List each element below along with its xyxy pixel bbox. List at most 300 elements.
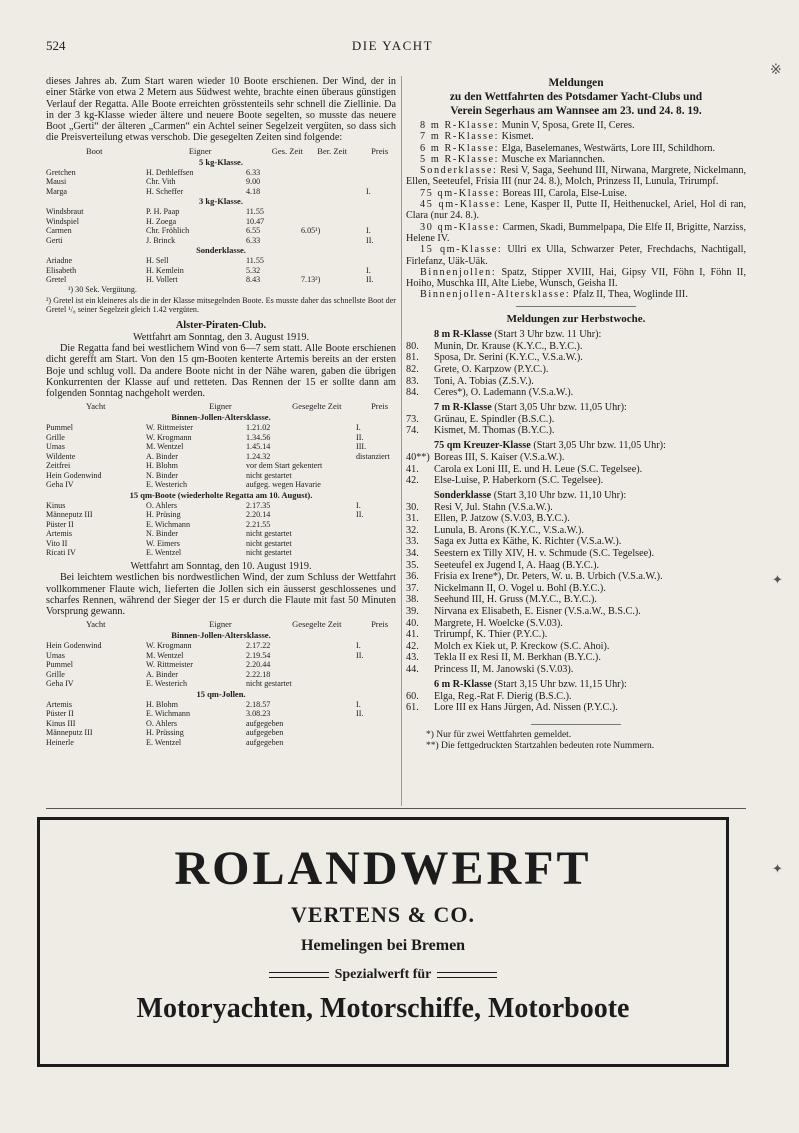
entry-class: 7 m R-Klasse: [420, 131, 500, 143]
table-cell: Püster II [46, 519, 74, 529]
table-cell [301, 177, 366, 187]
start-time: (Start 3,10 Uhr bzw. 11,10 Uhr): [493, 489, 627, 501]
table-row [46, 471, 396, 481]
list-item [406, 702, 746, 714]
table-cell: Gretchen [46, 167, 76, 177]
table-cell: 2.17.22 [246, 641, 271, 651]
entry-boats: Boreas III, Carola, Else-Luise. [502, 187, 627, 199]
table-row [46, 177, 396, 187]
journal-title: DIE YACHT [351, 38, 434, 53]
list-item [406, 629, 746, 641]
start-number: 42. [406, 475, 419, 487]
ad-specialty-text: Spezialwerft für [334, 967, 432, 982]
col-header: Preis [371, 145, 389, 156]
class-heading [406, 328, 746, 341]
col-header: Preis [371, 619, 389, 630]
table-cell: 7.13²) [301, 275, 321, 285]
table-cell: II. [366, 275, 374, 285]
table-cell: 8.43 [246, 275, 261, 285]
table-cell: 2.18.57 [246, 699, 271, 709]
table-row [46, 207, 396, 217]
table-cell: 2.19.54 [246, 650, 271, 660]
table-cell: I. [366, 186, 371, 196]
table-row [46, 501, 396, 511]
col-header: Ber. Zeit [317, 145, 348, 156]
boat-entry: Ellen, P. Jatzow (S.V.03, B.Y.C.). [434, 513, 570, 525]
table-cell: N. Binder [146, 529, 178, 539]
entry-class: Binnenjollen-Altersklasse: [420, 289, 571, 301]
table-cell: Ariadne [46, 256, 73, 266]
table-cell: II. [366, 235, 374, 245]
start-number: 60. [406, 690, 419, 702]
start-number: 34. [406, 548, 419, 560]
table-cell: H. Zoega [146, 216, 177, 226]
table-cell: I. [356, 699, 361, 709]
class-name: 7 m R-Klasse [434, 401, 492, 413]
col-header: Eigner [209, 619, 232, 630]
class-heading: Sonderklasse. [196, 245, 246, 256]
list-item [406, 387, 746, 399]
table-cell: Grille [46, 669, 65, 679]
start-number: 84. [406, 387, 419, 399]
start-number: 80. [406, 340, 419, 352]
table-cell: nicht gestartet [246, 538, 292, 548]
table-cell: H. Kemlein [146, 265, 184, 275]
entry-boats: Pfalz II, Thea, Woglinde III. [572, 289, 688, 301]
table-cell: A. Binder [146, 669, 178, 679]
table-cell: Ricati IV [46, 548, 76, 558]
results-table-1 [46, 146, 396, 315]
table-cell: E. Wichmann [146, 709, 191, 719]
table-cell: II. [356, 432, 364, 442]
table-cell: I. [366, 265, 371, 275]
table-cell: Carmen [46, 226, 72, 236]
table-row [46, 423, 396, 433]
table-cell [366, 207, 396, 217]
class-heading [406, 401, 746, 414]
class-heading: 5 kg-Klasse. [199, 156, 243, 167]
footnotes [406, 730, 746, 752]
table-cell [301, 217, 366, 227]
results-table-2 [46, 401, 396, 558]
table-cell [356, 738, 396, 748]
double-rule-icon [269, 972, 329, 978]
table-cell: N. Binder [146, 470, 178, 480]
table-cell [356, 480, 396, 490]
ad-location: Hemelingen bei Bremen [300, 937, 466, 954]
table-cell: Windsbraut [46, 207, 84, 217]
table-cell: A. Binder [146, 451, 178, 461]
table-cell: 2.17.35 [246, 500, 271, 510]
entry-item [406, 267, 746, 290]
col-header: Gesegelte Zeit [292, 619, 342, 630]
table-cell [356, 660, 396, 670]
col-header: Gesegelte Zeit [292, 401, 342, 412]
table-cell: 11.55 [246, 256, 264, 266]
margin-mark-icon: ※ [770, 62, 782, 78]
entry-item [406, 143, 746, 154]
table-cell: Windspiel [46, 216, 79, 226]
table-cell: H. Blohm [146, 461, 178, 471]
table-cell: P. H. Paap [146, 207, 180, 217]
list-item [406, 341, 746, 353]
class-heading [406, 489, 746, 502]
table-cell: O. Ahlers [146, 718, 178, 728]
entries-subtitle: Verein Segerhaus am Wannsee am 23. und 24. 8. 19. [450, 105, 702, 117]
table-cell: W. Krogmann [146, 432, 192, 442]
page-number: 524 [46, 38, 66, 53]
table-cell: aufgegeben [246, 728, 284, 738]
right-column [406, 76, 746, 752]
table-cell: aufgegeben [246, 718, 284, 728]
table-cell [301, 207, 366, 217]
start-number: 39. [406, 606, 419, 618]
table-row [46, 660, 396, 670]
table-cell: 3.08.23 [246, 709, 271, 719]
boat-entry: Lunula, B. Arons (K.Y.C., V.S.a.W.). [434, 524, 584, 536]
table-cell: Männeputz III [46, 728, 93, 738]
boat-entry: Trirumpf, K. Thier (P.Y.C.). [434, 629, 548, 641]
boat-entry: Seeteufel ex Jugend I, A. Haag (B.Y.C.). [434, 559, 600, 571]
table-cell [356, 539, 396, 549]
start-number: 73. [406, 413, 419, 425]
table-cell: 5.32 [246, 265, 261, 275]
table-cell [356, 520, 396, 530]
entries-subtitle: zu den Wettfahrten des Potsdamer Yacht-Clubs und [449, 91, 703, 103]
col-header: Ges. Zeit [271, 145, 303, 156]
boat-entry: Grete, O. Karpzow (P.Y.C.). [434, 363, 549, 375]
class-heading: 15 qm-Boote (wiederholte Regatta am 10. August). [129, 489, 313, 500]
col-header: Eigner [209, 401, 232, 412]
start-number: 37. [406, 582, 419, 594]
class-heading [406, 439, 746, 452]
table-cell [366, 177, 396, 187]
table-cell: II. [356, 709, 364, 719]
ad-specialty [40, 966, 726, 984]
table-row [46, 700, 396, 710]
table-cell [301, 256, 366, 266]
table-cell: nicht gestartet [246, 679, 292, 689]
list-item [406, 502, 746, 514]
entry-class: 8 m R-Klasse: [420, 120, 500, 131]
table-cell: Umas [46, 650, 65, 660]
start-time: (Start 3,15 Uhr bzw. 11,15 Uhr): [494, 678, 627, 690]
table-cell: H. Blohm [146, 699, 178, 709]
table-cell: Vito II [46, 538, 68, 548]
table-row [46, 709, 396, 719]
table-row [46, 226, 396, 236]
entry-class: 6 m R-Klasse: [420, 142, 500, 154]
table-cell: 2.21.55 [246, 519, 271, 529]
table-cell: H. Scheffer [146, 186, 184, 196]
race-title: Wettfahrt am Sonntag, den 10. August 1919. [130, 560, 312, 572]
boat-entry: Elga, Reg.-Rat F. Dierig (B.S.C.). [434, 690, 572, 702]
class-name: 8 m R-Klasse [434, 328, 492, 340]
start-number: 30. [406, 501, 419, 513]
start-number: 74. [406, 425, 419, 437]
list-item [406, 691, 746, 703]
boat-entry: Grünau, E. Spindler (B.S.C.). [434, 413, 555, 425]
start-time: (Start 3,05 Uhr bzw. 11,05 Uhr): [494, 401, 627, 413]
table-cell: Geha IV [46, 679, 74, 689]
boat-entry: Toni, A. Tobias (Z.S.V.). [434, 375, 534, 387]
entry-item [406, 131, 746, 142]
entry-class: 15 qm-Klasse: [420, 244, 503, 256]
class-name: 6 m R-Klasse [434, 678, 492, 690]
table-row [46, 275, 396, 285]
table-cell [366, 217, 396, 227]
list-item [406, 583, 746, 595]
table-row [46, 480, 396, 490]
table-cell: Elisabeth [46, 265, 77, 275]
list-item [406, 452, 746, 464]
entry-item [406, 188, 746, 199]
table-cell: W. Eimers [146, 538, 180, 548]
table-cell: 1.34.56 [246, 432, 271, 442]
list-item [406, 652, 746, 664]
list-item [406, 525, 746, 537]
table-cell: I. [356, 641, 361, 651]
entry-boats: Ullri ex Ulla, Schwarzer Peter, Frechdachs, Nachtigall, Firlefanz, Uäk-Uäk. [406, 244, 747, 267]
table-row [46, 719, 396, 729]
col-header: Preis [371, 401, 389, 412]
table-cell [356, 728, 396, 738]
entry-class: Sonderklasse: [420, 165, 498, 177]
table-cell: 1.21.02 [246, 423, 271, 433]
table-cell: I. [356, 500, 361, 510]
table-cell: 9.00 [246, 177, 261, 187]
table-row [46, 236, 396, 246]
entry-item [406, 154, 746, 165]
entry-class: 5 m R-Klasse: [420, 153, 500, 165]
table-cell: O. Ahlers [146, 500, 178, 510]
class-name: Sonderklasse [434, 489, 492, 501]
table-cell: distanziert [356, 451, 390, 461]
boat-entry: Tekla II ex Resi II, M. Berkhan (B.Y.C.). [434, 652, 601, 664]
table-cell: W. Krogmann [146, 641, 192, 651]
start-number: 43. [406, 652, 419, 664]
list-item [406, 352, 746, 364]
table-cell: Zeitfrei [46, 461, 71, 471]
class-heading [406, 678, 746, 691]
table-cell: E. Westerich [146, 679, 188, 689]
start-time: (Start 3 Uhr bzw. 11 Uhr): [494, 328, 602, 340]
start-number: 82. [406, 363, 419, 375]
table-row [46, 738, 396, 748]
table-cell [356, 529, 396, 539]
table-cell [356, 679, 396, 689]
table-cell: W. Rittmeister [146, 660, 193, 670]
table-cell: Artemis [46, 529, 73, 539]
table-cell: Gerti [46, 235, 63, 245]
table-cell: Chr. Fröhlich [146, 226, 190, 236]
boat-entry: Seehund III, H. Gruss (M.Y.C., B.Y.C.). [434, 594, 597, 606]
table-cell: Kinus [46, 500, 66, 510]
entry-boats: Elga, Baselemanes, Westwärts, Lore III, Schildhorn. [501, 142, 716, 154]
class-name: 75 qm Kreuzer-Klasse [434, 439, 531, 451]
table-row [46, 256, 396, 266]
list-item [406, 606, 746, 618]
class-heading: Binnen-Jollen-Altersklasse. [171, 412, 271, 423]
table-row [46, 539, 396, 549]
table-cell: nicht gestartet [246, 470, 292, 480]
table-cell: J. Brinck [146, 235, 176, 245]
page-header [46, 38, 739, 54]
boat-entry: Munin, Dr. Krause (K.Y.C., B.Y.C.). [434, 340, 583, 352]
table-cell [356, 548, 396, 558]
table-cell: 6.33 [246, 167, 261, 177]
list-item [406, 475, 746, 487]
table-cell: H. Vollert [146, 275, 178, 285]
margin-mark-icon: ✦ [772, 573, 783, 588]
table-cell [356, 719, 396, 729]
list-item [406, 513, 746, 525]
entry-item [406, 165, 746, 188]
col-header: Yacht [86, 401, 106, 412]
list-item [406, 664, 746, 676]
table-note: ²) Gretel ist ein kleineres als die in der Klasse mitsegelnden Boote. Es musste daher das schnellste Boot der Gretel ¹/₈ seiner Segelzeit gleich 1.42 vergüten. [46, 296, 396, 315]
left-column [46, 76, 396, 747]
table-header [46, 146, 396, 157]
table-cell: E. Westerich [146, 480, 188, 490]
herbst-title: Meldungen zur Herbstwoche. [506, 312, 646, 325]
table-cell: 2.20.14 [246, 510, 271, 520]
table-cell: E. Wentzel [146, 548, 182, 558]
herbst-list [406, 328, 746, 714]
table-cell: 11.55 [246, 207, 264, 217]
table-header [46, 401, 396, 412]
start-number: 83. [406, 375, 419, 387]
race-report: Die Regatta fand bei westlichem Wind von 6—7 sem statt. Alle Boote erschienen dicht gerefft am Start. Von den 15 qm-Booten kenterte Artemis bereits an der ersten Boje und schlug voll. Da andere Boote nicht in der Nähe waren, gaben die übrigen Konkurrenten der Klasse auf und retteten. Das Rennen der 15 er sollte dann am folgenden Sonntag nachgeholt werden. [46, 342, 396, 400]
entries-title: Meldungen [548, 77, 604, 89]
table-cell: 1.45.14 [246, 442, 271, 452]
list-item [406, 548, 746, 560]
table-cell [366, 168, 396, 178]
table-row [46, 679, 396, 689]
start-number: 35. [406, 559, 419, 571]
entry-class: Binnenjollen: [420, 266, 497, 278]
table-row [46, 510, 396, 520]
boat-entry: Boreas III, S. Kaiser (V.S.a.W.). [434, 451, 565, 463]
table-cell: E. Wichmann [146, 519, 191, 529]
table-cell [301, 187, 366, 197]
start-number: 81. [406, 352, 419, 364]
table-row [46, 548, 396, 558]
table-cell: Pummel [46, 660, 73, 670]
table-row [46, 520, 396, 530]
table-cell [366, 256, 396, 266]
table-cell: Artemis [46, 699, 73, 709]
table-cell: Mausi [46, 177, 67, 187]
ad-brand: ROLANDWERFT [174, 842, 592, 895]
section-rule [531, 724, 621, 725]
entry-item [406, 244, 746, 267]
entry-item [406, 289, 746, 300]
footnote: *) Nur für zwei Wettfahrten gemeldet. [426, 729, 572, 740]
col-header: Eigner [188, 145, 212, 156]
entry-class: 30 qm-Klasse: [420, 221, 500, 233]
boat-entry: Carola ex Loni III, E. und H. Leue (S.C. Tegelsee). [434, 463, 643, 475]
table-row [46, 433, 396, 443]
table-cell [301, 236, 366, 246]
table-cell: aufgeg. wegen Havarie [246, 480, 321, 490]
section-title: Alster-Piraten-Club. [175, 319, 267, 331]
list-item [406, 594, 746, 606]
boat-entry: Nickelmann II, O. Vogel u. Bohl (B.Y.C.). [434, 582, 606, 594]
intro-paragraph: dieses Jahres ab. Zum Start waren wieder 10 Boote erschienen. Der Wind, der in einer Stärke von etwa 2 Metern aus Südwest wehte, brachte einen überaus günstigen Verlauf der Regatta. Alle Boote erreichten grösstenteils sehr schnell die Ziellinie. Da in der 3 kg-Klasse wieder ältere und neuere Boote segelten, so musste das neuere Boot „Gerti“ der älteren „Carmen“ ein Achtel seiner Segelzeit vergüten, so dass sich die Preisverteilung etwas verschob. Die gesegelten Zeiten sind folgende: [46, 76, 396, 144]
table-cell: Chr. Vith [146, 177, 176, 187]
entry-item [406, 222, 746, 245]
table-cell: Umas [46, 442, 65, 452]
table-row [46, 529, 396, 539]
entry-class: 45 qm-Klasse: [420, 199, 501, 211]
ad-products: Motoryachten, Motorschiffe, Motorboote [136, 993, 630, 1024]
table-cell: 2.20.44 [246, 660, 271, 670]
table-cell: nicht gestartet [246, 548, 292, 558]
start-number: 41. [406, 629, 419, 641]
table-cell: 4.18 [246, 186, 261, 196]
race-report: Bei leichtem westlichen bis nordwestlichen Wind, der zum Schluss der Wettfahrt vollkommener Flaute wich, lieferten die Jollen sich ein äusserst geschlossenes und scharfes Rennen, während der Sieger der 15 er durch die Flaute mit fast 50 Minuten Vorsprung gewann. [46, 572, 396, 618]
table-cell: Pummel [46, 423, 73, 433]
table-row [46, 187, 396, 197]
table-cell: H. Dethleffsen [146, 167, 194, 177]
start-number: 40**) [406, 451, 430, 463]
class-heading: Binnen-Jollen-Altersklasse. [171, 630, 271, 641]
col-header: Yacht [86, 619, 106, 630]
table-cell [356, 461, 396, 471]
start-number: 36. [406, 571, 419, 583]
table-cell: Wildente [46, 451, 76, 461]
table-body [46, 412, 396, 558]
start-number: 61. [406, 702, 419, 714]
table-row [46, 442, 396, 452]
table-cell [356, 670, 396, 680]
margin-mark-icon: ✦ [772, 862, 783, 877]
table-note: ¹) 30 Sek. Vergütung. [68, 284, 137, 294]
start-number: 42. [406, 640, 419, 652]
table-row [46, 641, 396, 651]
list-item [406, 414, 746, 426]
table-row [46, 266, 396, 276]
column-divider [401, 76, 402, 806]
boat-entry: Kismet, M. Thomas (B.Y.C.). [434, 425, 555, 437]
list-item [406, 536, 746, 548]
start-number: 40. [406, 617, 419, 629]
table-cell: E. Wentzel [146, 737, 182, 747]
page-rule [46, 808, 746, 809]
table-row [46, 728, 396, 738]
start-number: 31. [406, 513, 419, 525]
list-item [406, 641, 746, 653]
entry-item [406, 199, 746, 222]
table-header [46, 619, 396, 630]
table-cell: 1.24.32 [246, 451, 271, 461]
table-cell: Hein Godenwind [46, 470, 102, 480]
boat-entry: Princess II, M. Janowski (S.V.03). [434, 664, 574, 675]
list-item [406, 618, 746, 630]
boat-entry: Margrete, H. Woelcke (S.V.03). [434, 617, 563, 629]
boat-entry: Frisia ex Irene*), Dr. Peters, W. u. B. Urbich (V.S.a.W.). [434, 571, 663, 583]
table-cell [356, 471, 396, 481]
table-row [46, 217, 396, 227]
table-cell: W. Rittmeister [146, 423, 193, 433]
table-cell: Püster II [46, 709, 74, 719]
section-rule [516, 306, 636, 307]
list-item [406, 376, 746, 388]
table-cell: Marga [46, 186, 67, 196]
table-body [46, 157, 396, 285]
table-cell: M. Wentzel [146, 650, 184, 660]
